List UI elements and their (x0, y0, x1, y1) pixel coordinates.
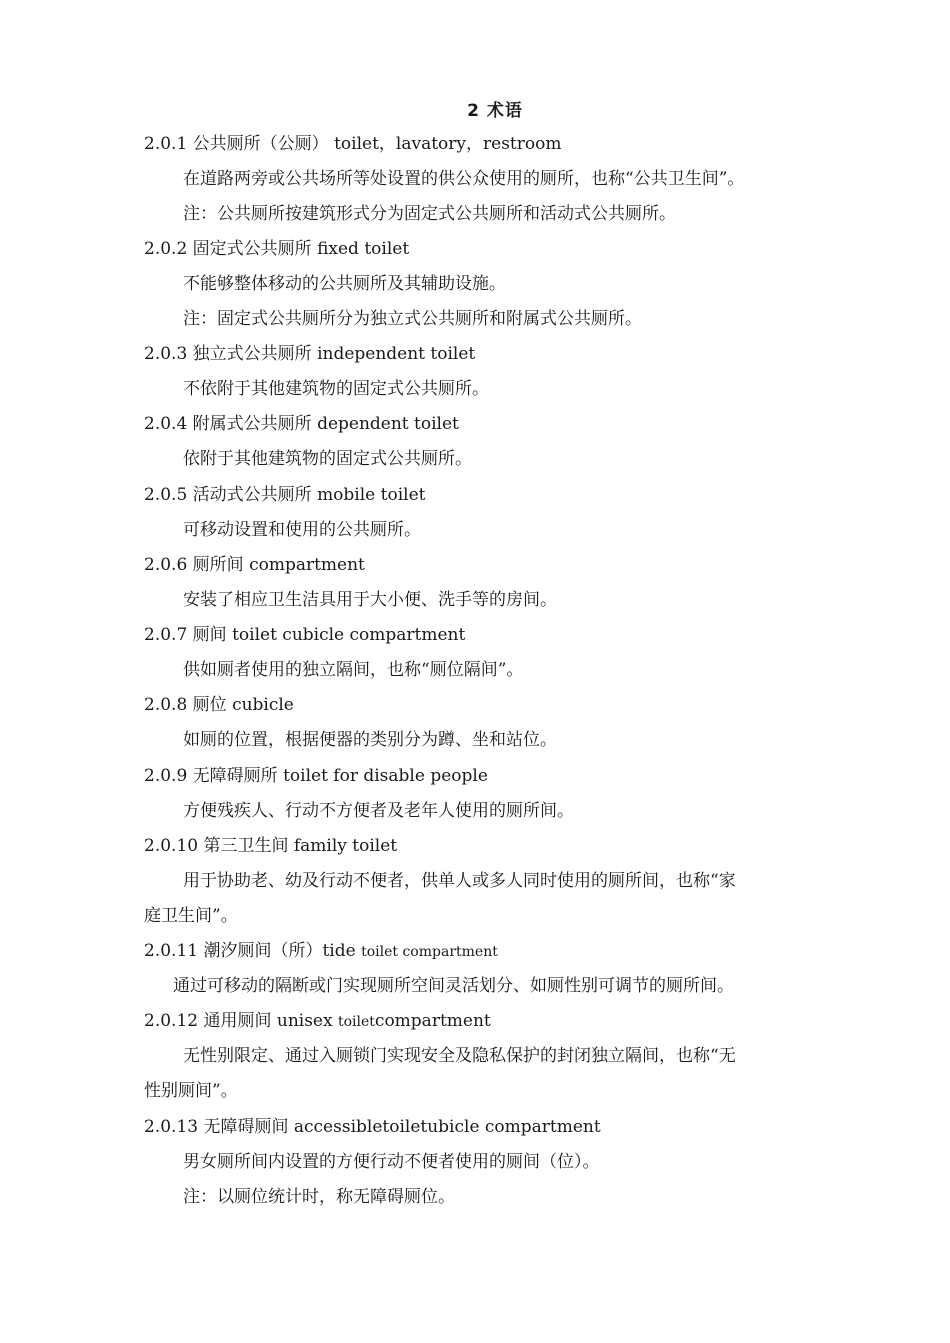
term-main: 2.0.12 通用厕间 unisex (144, 1011, 338, 1031)
definition-line-continued: 性别厕间”。 (144, 1081, 238, 1101)
definition-line: 在道路两旁或公共场所等处设置的供公众使用的厕所，也称“公共卫生间”。 (183, 169, 745, 189)
definition-line: 通过可移动的隔断或门实现厕所空间灵活划分、如厕性别可调节的厕所间。 (173, 976, 734, 996)
definition-line: 不依附于其他建筑物的固定式公共厕所。 (183, 379, 489, 399)
definition-line: 可移动设置和使用的公共厕所。 (183, 520, 421, 540)
term-2-0-5: 2.0.5 活动式公共厕所 mobile toilet (144, 485, 426, 505)
section-title: 2 术语 (467, 101, 523, 121)
definition-line: 安装了相应卫生洁具用于大小便、洗手等的房间。 (183, 590, 557, 610)
definition-line: 用于协助老、幼及行动不便者，供单人或多人同时使用的厕所间，也称“家 (183, 871, 736, 891)
term-2-0-10: 2.0.10 第三卫生间 family toilet (144, 836, 398, 856)
term-2-0-1: 2.0.1 公共厕所（公厕） toilet，lavatory，restroom (144, 134, 562, 154)
definition-line: 方便残疾人、行动不方便者及老年人使用的厕所间。 (183, 801, 574, 821)
term-small: toilet compartment (361, 944, 498, 960)
definition-line: 无性别限定、通过入厕锁门实现安全及隐私保护的封闭独立隔间，也称“无 (183, 1046, 736, 1066)
term-2-0-4: 2.0.4 附属式公共厕所 dependent toilet (144, 414, 459, 434)
definition-line-continued: 庭卫生间”。 (144, 906, 238, 926)
definition-line: 依附于其他建筑物的固定式公共厕所。 (183, 449, 472, 469)
note-line: 注：公共厕所按建筑形式分为固定式公共厕所和活动式公共厕所。 (183, 204, 676, 224)
term-small: toilet (338, 1014, 375, 1030)
term-2-0-9: 2.0.9 无障碍厕所 toilet for disable people (144, 766, 488, 786)
term-2-0-2: 2.0.2 固定式公共厕所 fixed toilet (144, 239, 410, 259)
term-2-0-12 (144, 1009, 491, 1034)
term-tail: compartment (374, 1011, 491, 1031)
note-line: 注：以厕位统计时，称无障碍厕位。 (183, 1187, 455, 1207)
note-line: 注：固定式公共厕所分为独立式公共厕所和附属式公共厕所。 (183, 309, 642, 329)
term-2-0-8: 2.0.8 厕位 cubicle (144, 695, 294, 715)
term-2-0-3: 2.0.3 独立式公共厕所 independent toilet (144, 344, 476, 364)
term-2-0-7: 2.0.7 厕间 toilet cubicle compartment (144, 625, 466, 645)
term-main: 2.0.11 潮汐厕间（所）tide (144, 941, 362, 961)
definition-line: 不能够整体移动的公共厕所及其辅助设施。 (183, 274, 506, 294)
term-2-0-11 (144, 939, 498, 964)
term-2-0-13: 2.0.13 无障碍厕间 accessibletoiletubicle compartment (144, 1117, 601, 1137)
definition-line: 男女厕所间内设置的方便行动不便者使用的厕间（位）。 (183, 1152, 600, 1172)
definition-line: 如厕的位置，根据便器的类别分为蹲、坐和站位。 (183, 730, 557, 750)
term-2-0-6: 2.0.6 厕所间 compartment (144, 555, 365, 575)
definition-line: 供如厕者使用的独立隔间，也称“厕位隔间”。 (183, 660, 524, 680)
